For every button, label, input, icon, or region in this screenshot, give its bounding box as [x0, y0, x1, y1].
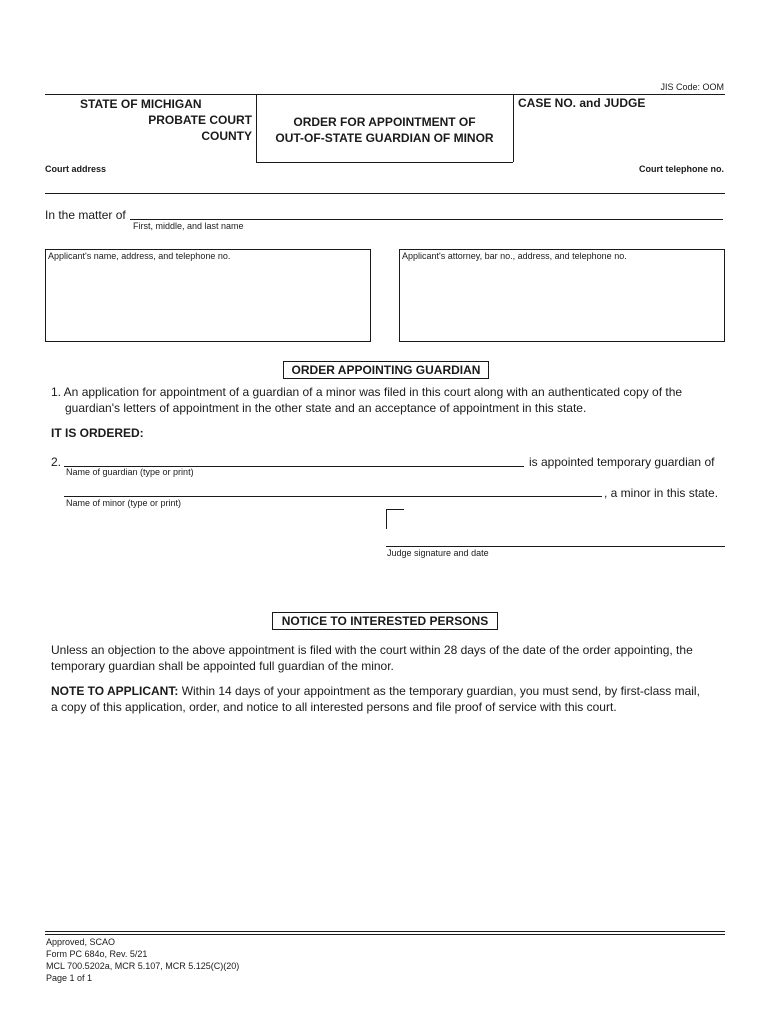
item1-line2: guardian's letters of appointment in the other state and an acceptance of appointment in this state. — [65, 401, 587, 415]
footer-page: Page 1 of 1 — [46, 973, 93, 983]
notice-para1-line1: Unless an objection to the above appointment is filed with the court within 28 days of the date of the order appointing, the — [51, 643, 693, 657]
minor-name-field[interactable] — [64, 496, 602, 497]
guardian-caption: Name of guardian (type or print) — [66, 467, 194, 477]
court-label: PROBATE COURT — [148, 113, 252, 127]
minor-suffix: , a minor in this state. — [604, 486, 719, 500]
signature-corner-vertical — [386, 509, 387, 529]
header-top-rule — [45, 94, 725, 95]
notice-para1-line2: temporary guardian shall be appointed full guardian of the minor. — [51, 659, 394, 673]
court-address-label: Court address — [45, 164, 107, 174]
county-label: COUNTY — [201, 129, 252, 143]
state-label: STATE OF MICHIGAN — [80, 97, 202, 111]
matter-label: In the matter of — [45, 208, 126, 222]
item2-number: 2. — [51, 455, 62, 469]
header-bottom-rule — [256, 162, 513, 163]
applicant-attorney-box[interactable] — [399, 249, 725, 342]
matter-name-caption: First, middle, and last name — [133, 221, 244, 231]
note-line1 — [51, 683, 700, 699]
notice-heading: NOTICE TO INTERESTED PERSONS — [272, 612, 498, 630]
court-phone-label: Court telephone no. — [639, 164, 724, 174]
it-is-ordered: IT IS ORDERED: — [51, 426, 144, 440]
note-label: NOTE TO APPLICANT: — [51, 684, 179, 698]
jis-code: JIS Code: OOM — [660, 82, 724, 92]
form-title-line1: ORDER FOR APPOINTMENT OF — [293, 115, 476, 129]
applicant-name-label: Applicant's name, address, and telephone no. — [48, 251, 231, 261]
note-text-line1: Within 14 days of your appointment as the temporary guardian, you must send, by first-class mail, — [181, 684, 700, 698]
footer-rule-2 — [45, 934, 725, 935]
matter-name-field[interactable] — [130, 219, 723, 220]
applicant-name-box[interactable] — [45, 249, 371, 342]
item1-line1: 1. An application for appointment of a guardian of a minor was filed in this court along with an authenticated copy of the — [51, 385, 683, 399]
note-line2: a copy of this application, order, and notice to all interested persons and file proof of service with this court. — [51, 700, 617, 714]
applicant-attorney-label: Applicant's attorney, bar no., address, and telephone no. — [402, 251, 627, 261]
header-divider-right — [513, 94, 514, 162]
footer-rule-1 — [45, 931, 725, 932]
court-address-rule — [45, 193, 725, 194]
order-heading: ORDER APPOINTING GUARDIAN — [283, 361, 489, 379]
minor-caption: Name of minor (type or print) — [66, 498, 182, 508]
signature-corner-horizontal — [386, 509, 404, 510]
footer-mcl: MCL 700.5202a, MCR 5.107, MCR 5.125(C)(20) — [46, 961, 240, 971]
footer-form: Form PC 684o, Rev. 5/21 — [46, 949, 148, 959]
item2-suffix: is appointed temporary guardian of — [529, 455, 715, 469]
judge-signature-field[interactable] — [386, 546, 725, 547]
judge-signature-caption: Judge signature and date — [387, 548, 489, 558]
case-no-label: CASE NO. and JUDGE — [518, 96, 646, 110]
form-title-line2: OUT-OF-STATE GUARDIAN OF MINOR — [275, 131, 494, 145]
footer-approved: Approved, SCAO — [46, 937, 116, 947]
